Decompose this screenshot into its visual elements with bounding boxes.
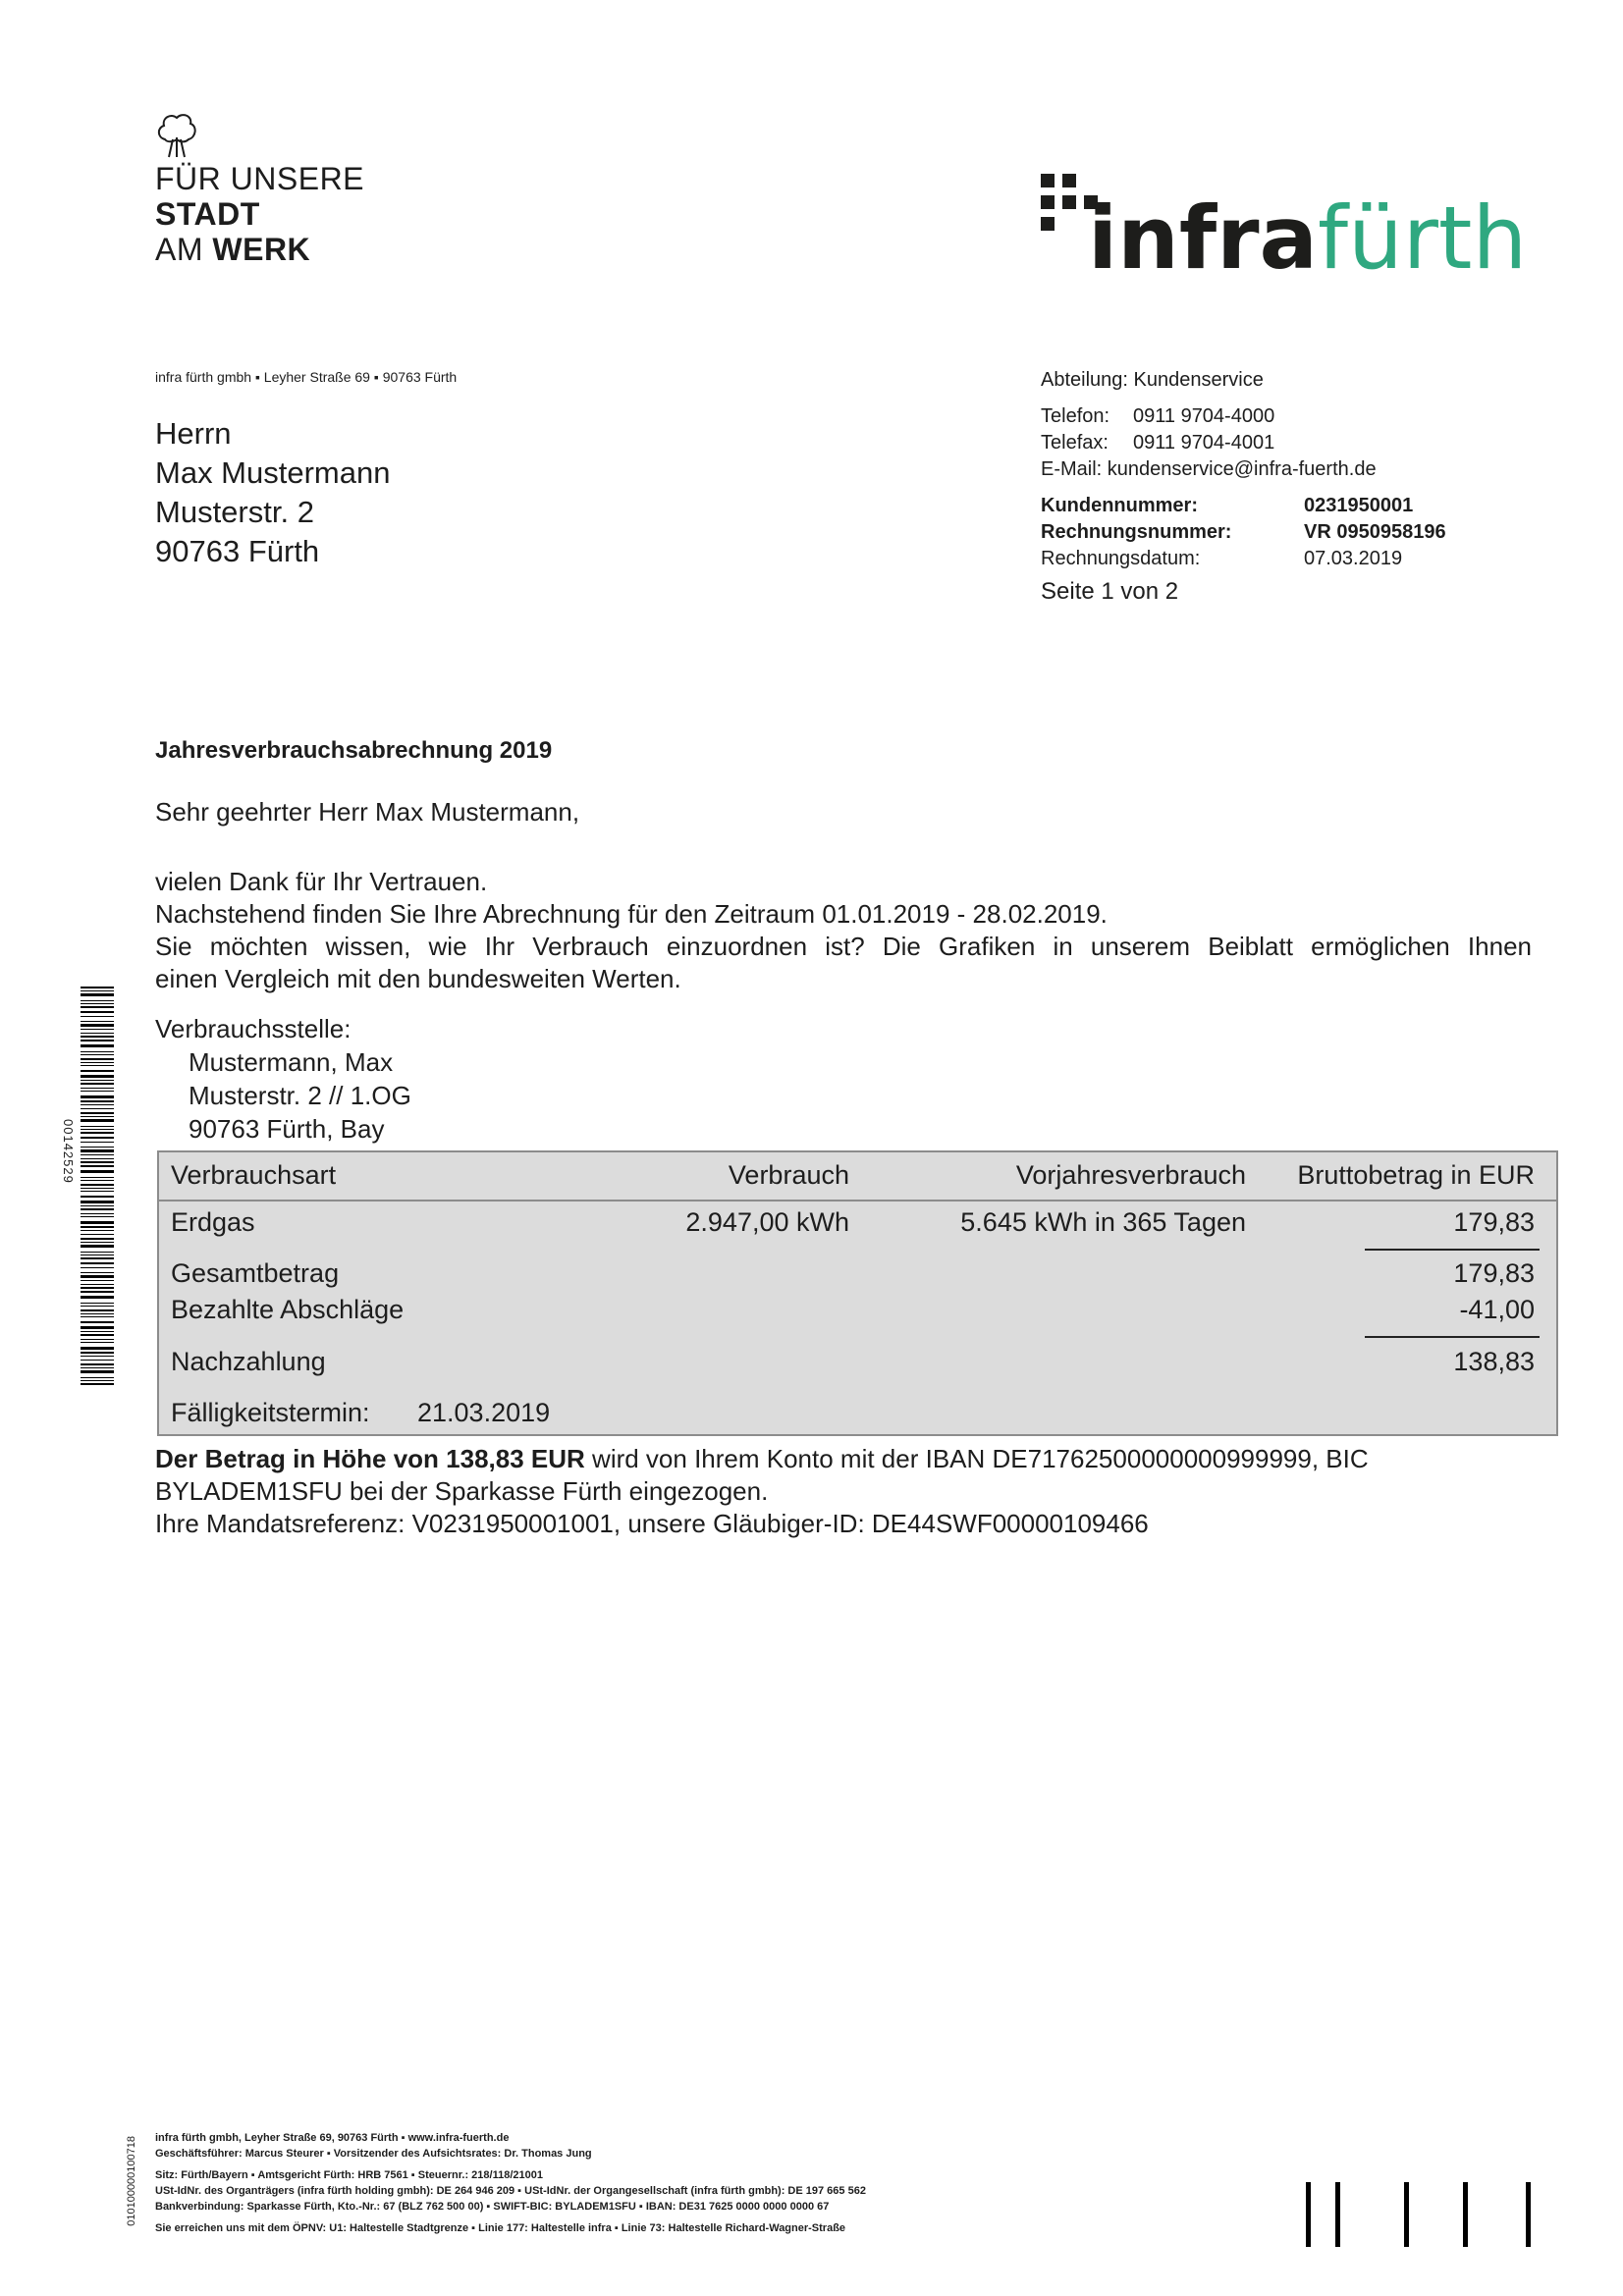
barcode-bar	[81, 1021, 114, 1022]
barcode-bar	[81, 1367, 114, 1368]
debit-line-2: BYLADEM1SFU bei der Sparkasse Fürth eingezogen.	[155, 1476, 769, 1506]
barcode-bar	[81, 1257, 114, 1259]
barcode-bar	[81, 1291, 114, 1293]
barcode-bar	[81, 1044, 114, 1047]
phone-row	[1041, 403, 1446, 430]
slogan-line-3	[155, 232, 364, 267]
fax-row	[1041, 430, 1446, 456]
barcode-bar	[81, 1334, 114, 1336]
barcode-bar	[81, 1075, 114, 1078]
header-previous-consumption: Vorjahresverbrauch	[1015, 1160, 1246, 1190]
barcode-bar	[81, 1201, 114, 1203]
row-amount: 179,83	[1453, 1207, 1535, 1237]
billing-table	[157, 1150, 1558, 1436]
barcode-bar	[81, 1149, 114, 1152]
customer-number-row	[1041, 493, 1446, 519]
slogan-line-3b: WERK	[212, 232, 311, 267]
row-type: Erdgas	[171, 1207, 255, 1237]
barcode-bar	[81, 1296, 114, 1299]
brand-fuerth: fürth	[1318, 187, 1528, 280]
postal-mark	[1306, 2182, 1311, 2247]
barcode-bar	[81, 1342, 114, 1343]
barcode-bar	[81, 1262, 114, 1264]
barcode-bar	[81, 1095, 114, 1098]
debit-iban-text: wird von Ihrem Konto mit der IBAN DE71762500000000999999, BIC	[584, 1444, 1369, 1473]
invoice-date: 07.03.2019	[1304, 548, 1403, 569]
recipient-city: 90763 Fürth	[155, 534, 320, 568]
barcode-bar	[81, 1316, 114, 1317]
barcode-bar	[81, 1326, 114, 1329]
brand-infra: infra	[1088, 187, 1318, 280]
invoice-number-label: Rechnungsnummer:	[1041, 521, 1232, 543]
recipient-street: Musterstr. 2	[155, 495, 314, 529]
total-amount: 179,83	[1453, 1258, 1535, 1288]
paid-amount: -41,00	[1459, 1295, 1535, 1324]
debit-line-3: Ihre Mandatsreferenz: V0231950001001, unsere Gläubiger-ID: DE44SWF00000109466	[155, 1509, 1149, 1538]
recipient-address	[155, 414, 390, 571]
footer-line-2: Geschäftsführer: Marcus Steurer ▪ Vorsitzender des Aufsichtsrates: Dr. Thomas Jung	[155, 2148, 592, 2160]
total-rule	[1365, 1336, 1540, 1338]
footer-line-5: Bankverbindung: Sparkasse Fürth, Kto.-Nr.: 67 (BLZ 762 500 00) ▪ SWIFT-BIC: BYLADEM1SFU ▪ IBAN: DE31 7625 0000 0000 0000 67	[155, 2201, 830, 2213]
customer-number: 0231950001	[1304, 495, 1414, 516]
barcode-bar	[81, 1216, 114, 1217]
barcode-bar	[81, 1360, 114, 1361]
barcode-bar	[81, 1011, 114, 1013]
barcode-bar	[81, 1091, 114, 1092]
postal-mark	[1463, 2182, 1468, 2247]
barcode-bar	[81, 1252, 114, 1253]
barcode-bar	[81, 1116, 114, 1117]
barcode-bar	[81, 1126, 114, 1127]
barcode-bar	[81, 1054, 114, 1055]
barcode-bar	[81, 1272, 114, 1273]
intro-line-4: einen Vergleich mit den bundesweiten Werten.	[155, 964, 681, 993]
header-consumption: Verbrauch	[728, 1160, 849, 1190]
direct-debit-notice	[155, 1443, 1549, 1540]
barcode-bar	[81, 1000, 114, 1001]
row-previous: 5.645 kWh in 365 Tagen	[960, 1207, 1246, 1237]
billing-header-row	[159, 1152, 1556, 1201]
barcode-bar	[81, 1280, 114, 1281]
site-street: Musterstr. 2 // 1.OG	[189, 1081, 411, 1110]
barcode-bar	[81, 1016, 114, 1017]
invoice-number-row	[1041, 519, 1446, 546]
due-label: Nachzahlung	[171, 1347, 326, 1376]
barcode-bar	[81, 1352, 114, 1354]
barcode-bar	[81, 1191, 114, 1192]
barcode-bar	[81, 1129, 114, 1130]
barcode-bar	[81, 1275, 114, 1278]
barcode-bar	[81, 1208, 114, 1210]
barcode-bar	[81, 1033, 114, 1034]
due-amount: 138,83	[1453, 1347, 1535, 1376]
due-date: 21.03.2019	[417, 1398, 551, 1427]
footer-line-6: Sie erreichen uns mit dem ÖPNV: U1: Haltestelle Stadtgrenze ▪ Linie 177: Haltestelle infra ▪ Linie 73: Haltestelle Richard-Wagner-Straße	[155, 2222, 846, 2234]
barcode-bar	[81, 1356, 114, 1357]
total-label: Gesamtbetrag	[171, 1258, 340, 1288]
barcode-bar	[81, 1284, 114, 1285]
tree-icon	[155, 110, 198, 161]
footer-line-4: USt-IdNr. des Organträgers (infra fürth holding gmbh): DE 264 946 209 ▪ USt-IdNr. der Organgesellschaft (infra fürth gmbh): DE 197 665 562	[155, 2185, 866, 2197]
barcode-bar	[81, 1154, 114, 1155]
barcode-bar	[81, 1221, 114, 1224]
barcode-bar	[81, 1180, 114, 1181]
barcode-bar	[81, 1238, 114, 1240]
barcode-bar	[81, 1242, 114, 1243]
barcode-bar	[81, 993, 114, 996]
barcode-bar	[81, 1161, 114, 1163]
barcode-bar	[81, 1177, 114, 1178]
subtotal-rule	[1365, 1249, 1540, 1251]
barcode-bar	[81, 1088, 114, 1089]
barcode-bar	[81, 1100, 114, 1102]
barcode-bar	[81, 1383, 114, 1385]
barcode-bar	[81, 1196, 114, 1198]
letter-subject: Jahresverbrauchsabrechnung 2019	[155, 737, 553, 764]
invoice-number: VR 0950958196	[1304, 521, 1446, 543]
barcode-number: 00142529	[61, 1119, 76, 1184]
barcode-bar	[81, 1003, 114, 1004]
barcode-bar	[81, 1080, 114, 1081]
site-name: Mustermann, Max	[189, 1047, 394, 1077]
barcode-bar	[81, 1137, 114, 1139]
barcode-bar	[81, 1165, 114, 1167]
barcode-bar	[81, 1205, 114, 1206]
barcode-bar	[81, 1363, 114, 1365]
barcode-bar	[81, 1051, 114, 1052]
barcode-bar	[81, 1104, 114, 1105]
barcode-bar	[81, 1029, 114, 1030]
barcode-bar	[81, 1230, 114, 1231]
side-barcode	[81, 987, 114, 1389]
barcode-bar	[81, 1036, 114, 1038]
barcode-bar	[81, 1058, 114, 1060]
site-label: Verbrauchsstelle:	[155, 1014, 352, 1043]
barcode-bar	[81, 1006, 114, 1008]
contact-block	[1041, 367, 1446, 605]
footer-document-id: 010100000100718	[126, 2136, 137, 2226]
page-indicator: Seite 1 von 2	[1041, 578, 1179, 605]
invoice-date-label: Rechnungsdatum:	[1041, 548, 1201, 569]
barcode-bar	[81, 1380, 114, 1381]
barcode-bar	[81, 1226, 114, 1228]
barcode-bar	[81, 1070, 114, 1072]
slogan-line-1: FÜR UNSERE	[155, 161, 365, 196]
slogan-line-3a: AM	[155, 232, 213, 267]
debit-line-1	[155, 1443, 1549, 1475]
barcode-bar	[81, 1132, 114, 1134]
intro-line-2: Nachstehend finden Sie Ihre Abrechnung für den Zeitraum 01.01.2019 - 28.02.2019.	[155, 899, 1108, 929]
slogan-logo	[155, 110, 364, 267]
footer-line-3: Sitz: Fürth/Bayern ▪ Amtsgericht Fürth: HRB 7561 ▪ Steuernr.: 218/118/21001	[155, 2169, 543, 2181]
slogan-line-2: STADT	[155, 196, 260, 232]
consumption-site	[155, 1012, 411, 1146]
barcode-bar	[81, 1287, 114, 1289]
sender-address-line: infra fürth gmbh ▪ Leyher Straße 69 ▪ 90763 Fürth	[155, 369, 458, 385]
customer-number-label: Kundennummer:	[1041, 495, 1198, 516]
barcode-bar	[81, 1306, 114, 1307]
barcode-bar	[81, 1234, 114, 1235]
barcode-bar	[81, 1184, 114, 1186]
barcode-bar	[81, 1245, 114, 1248]
invoice-date-row	[1041, 546, 1446, 572]
debit-amount-text: Der Betrag in Höhe von 138,83 EUR	[155, 1444, 585, 1473]
barcode-bar	[81, 1147, 114, 1148]
footer-line-1: infra fürth gmbh, Leyher Straße 69, 90763 Fürth ▪ www.infra-fuerth.de	[155, 2132, 510, 2144]
postal-mark	[1526, 2182, 1531, 2247]
footer-legal	[155, 2130, 866, 2236]
barcode-bar	[81, 1158, 114, 1159]
barcode-bar	[81, 1119, 114, 1122]
row-consumption: 2.947,00 kWh	[685, 1207, 849, 1237]
barcode-bar	[81, 990, 114, 991]
barcode-bar	[81, 1188, 114, 1189]
intro-line-3: Sie möchten wissen, wie Ihr Verbrauch einzuordnen ist? Die Grafiken in unserem Beiblatt ermöglichen Ihnen	[155, 932, 1532, 961]
phone-value: 0911 9704-4000	[1133, 405, 1275, 427]
email: E-Mail: kundenservice@infra-fuerth.de	[1041, 458, 1377, 480]
site-city: 90763 Fürth, Bay	[189, 1114, 385, 1144]
barcode-bar	[81, 1313, 114, 1314]
barcode-bar	[81, 1065, 114, 1066]
barcode-bar	[81, 987, 114, 988]
recipient-name: Max Mustermann	[155, 455, 391, 490]
barcode-bar	[81, 1267, 114, 1268]
barcode-bar	[81, 1347, 114, 1350]
barcode-bar	[81, 1331, 114, 1332]
barcode-bar	[81, 1339, 114, 1340]
barcode-bar	[81, 1062, 114, 1063]
letter-intro	[155, 866, 1532, 995]
barcode-bar	[81, 1083, 114, 1085]
barcode-bar	[81, 1309, 114, 1311]
barcode-bar	[81, 1108, 114, 1109]
brand-logo-graphic	[1041, 172, 1571, 280]
due-date-label: Fälligkeitstermin:	[171, 1398, 370, 1427]
phone-label: Telefon:	[1041, 405, 1110, 427]
barcode-bar	[81, 1170, 114, 1173]
department: Abteilung: Kundenservice	[1041, 369, 1264, 391]
fax-value: 0911 9704-4001	[1133, 432, 1275, 454]
barcode-bar	[81, 1112, 114, 1114]
barcode-bar	[81, 1377, 114, 1378]
barcode-bar	[81, 1040, 114, 1041]
barcode-bar	[81, 1303, 114, 1304]
postal-mark	[1404, 2182, 1409, 2247]
barcode-bar	[81, 1142, 114, 1143]
barcode-bar	[81, 1213, 114, 1214]
letter-greeting: Sehr geehrter Herr Max Mustermann,	[155, 797, 580, 827]
recipient-salutation: Herrn	[155, 416, 232, 451]
fax-label: Telefax:	[1041, 432, 1109, 454]
intro-line-1: vielen Dank für Ihr Vertrauen.	[155, 867, 488, 896]
infra-fuerth-logo	[1041, 172, 1571, 280]
header-consumption-type: Verbrauchsart	[171, 1160, 337, 1190]
postal-mark	[1335, 2182, 1340, 2247]
barcode-bar	[81, 1024, 114, 1027]
barcode-bar	[81, 1370, 114, 1373]
barcode-bar	[81, 1321, 114, 1323]
header-gross-amount: Bruttobetrag in EUR	[1297, 1160, 1535, 1190]
paid-label: Bezahlte Abschläge	[171, 1295, 405, 1324]
